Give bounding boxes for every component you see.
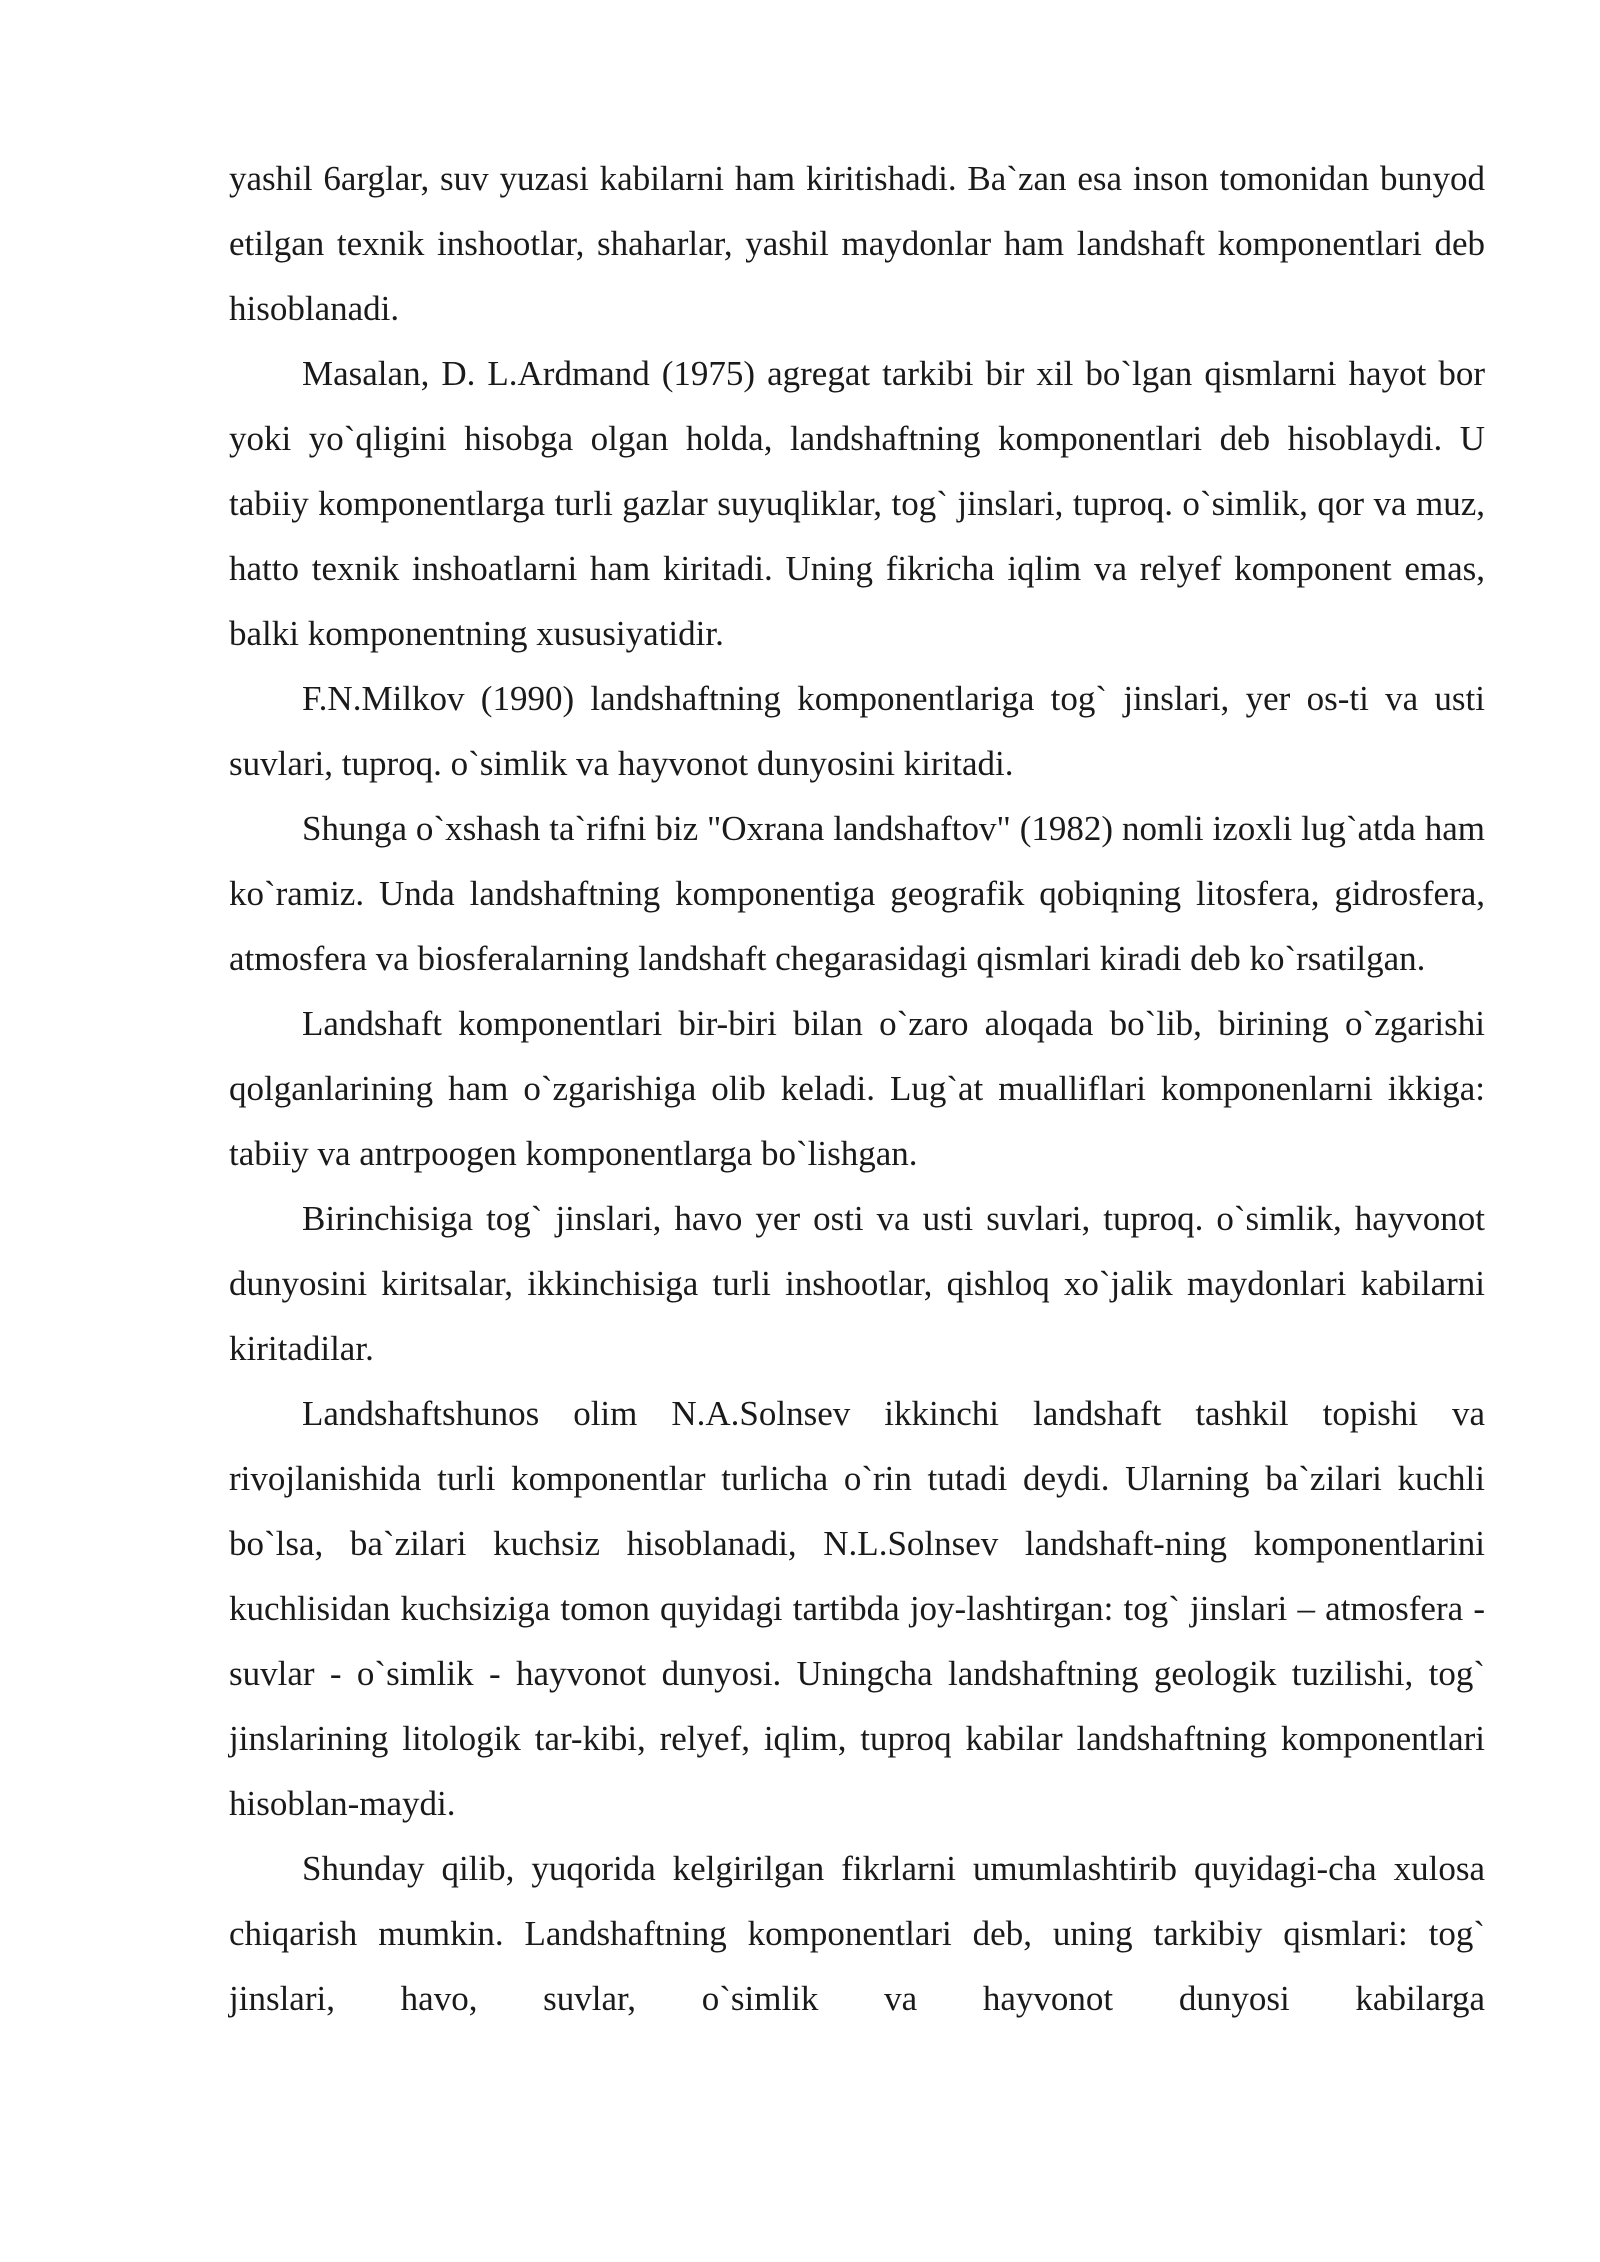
paragraph-3: F.N.Milkov (1990) landshaftning komponentlariga tog` jinslari, yer os-ti va usti suvlari, tuproq. o`simlik va hayvonot dunyosini kiritadi. <box>229 679 1485 783</box>
document-body <box>229 146 1485 2031</box>
paragraph-6: Birinchisiga tog` jinslari, havo yer osti va usti suvlari, tuproq. o`simlik, hayvonot dunyosini kiritsalar, ikkinchisiga turli inshootlar, qishloq xo`jalik maydonlari kabilarni kiritadilar. <box>229 1199 1485 1368</box>
paragraph-1: yashil 6arglar, suv yuzasi kabilarni ham kiritishadi. Ba`zan esa inson tomonidan bunyod etilgan texnik inshootlar, shaharlar, yashil maydonlar ham landshaft komponentlari deb hisoblanadi. <box>229 159 1485 328</box>
paragraph-4: Shunga o`xshash ta`rifni biz "Oxrana landshaftov" (1982) nomli izoxli lug`atda ham ko`ramiz. Unda landshaftning komponentiga geografik qobiqning litosfera, gidrosfera, atmosfera va biosferalarning landshaft chegarasidagi qismlari kiradi deb ko`rsatilgan. <box>229 809 1485 978</box>
paragraph-8: Shunday qilib, yuqorida kelgirilgan fikrlarni umumlashtirib quyidagi-cha xulosa chiqarish mumkin. Landshaftning komponentlari deb, uning tarkibiy qismlari: tog` jinslari, havo, suvlar, o`simlik va hayvonot dunyosi kabilarga <box>229 1849 1485 2018</box>
paragraph-2: Masalan, D. L.Ardmand (1975) agregat tarkibi bir xil bo`lgan qismlarni hayot bor yoki yo`qligini hisobga olgan holda, landshaftning komponentlari deb hisoblaydi. U tabiiy komponentlarga turli gazlar suyuqliklar, tog` jinslari, tuproq. o`simlik, qor va muz, hatto texnik inshoatlarni ham kiritadi. Uning fikricha iqlim va relyef komponent emas, balki komponentning xususiyatidir. <box>229 354 1485 653</box>
paragraph-5: Landshaft komponentlari bir-biri bilan o`zaro aloqada bo`lib, birining o`zgarishi qolganlarining ham o`zgarishiga olib keladi. Lug`at mualliflari komponenlarni ikkiga: tabiiy va antrpoogen komponentlarga bo`lishgan. <box>229 1004 1485 1173</box>
paragraph-7: Landshaftshunos olim N.A.Solnsev ikkinchi landshaft tashkil topishi va rivojlanishida turli komponentlar turlicha o`rin tutadi deydi. Ularning ba`zilari kuchli bo`lsa, ba`zilari kuchsiz hisoblanadi, N.L.Solnsev landshaft-ning komponentlarini kuchlisidan kuchsiziga tomon quyidagi tartibda joy-lashtirgan: tog` jinslari – atmosfera - suvlar - o`simlik - hayvonot dunyosi. Uningcha landshaftning geologik tuzilishi, tog` jinslarining litologik tar-kibi, relyef, iqlim, tuproq kabilar landshaftning komponentlari hisoblan-maydi. <box>229 1394 1485 1823</box>
